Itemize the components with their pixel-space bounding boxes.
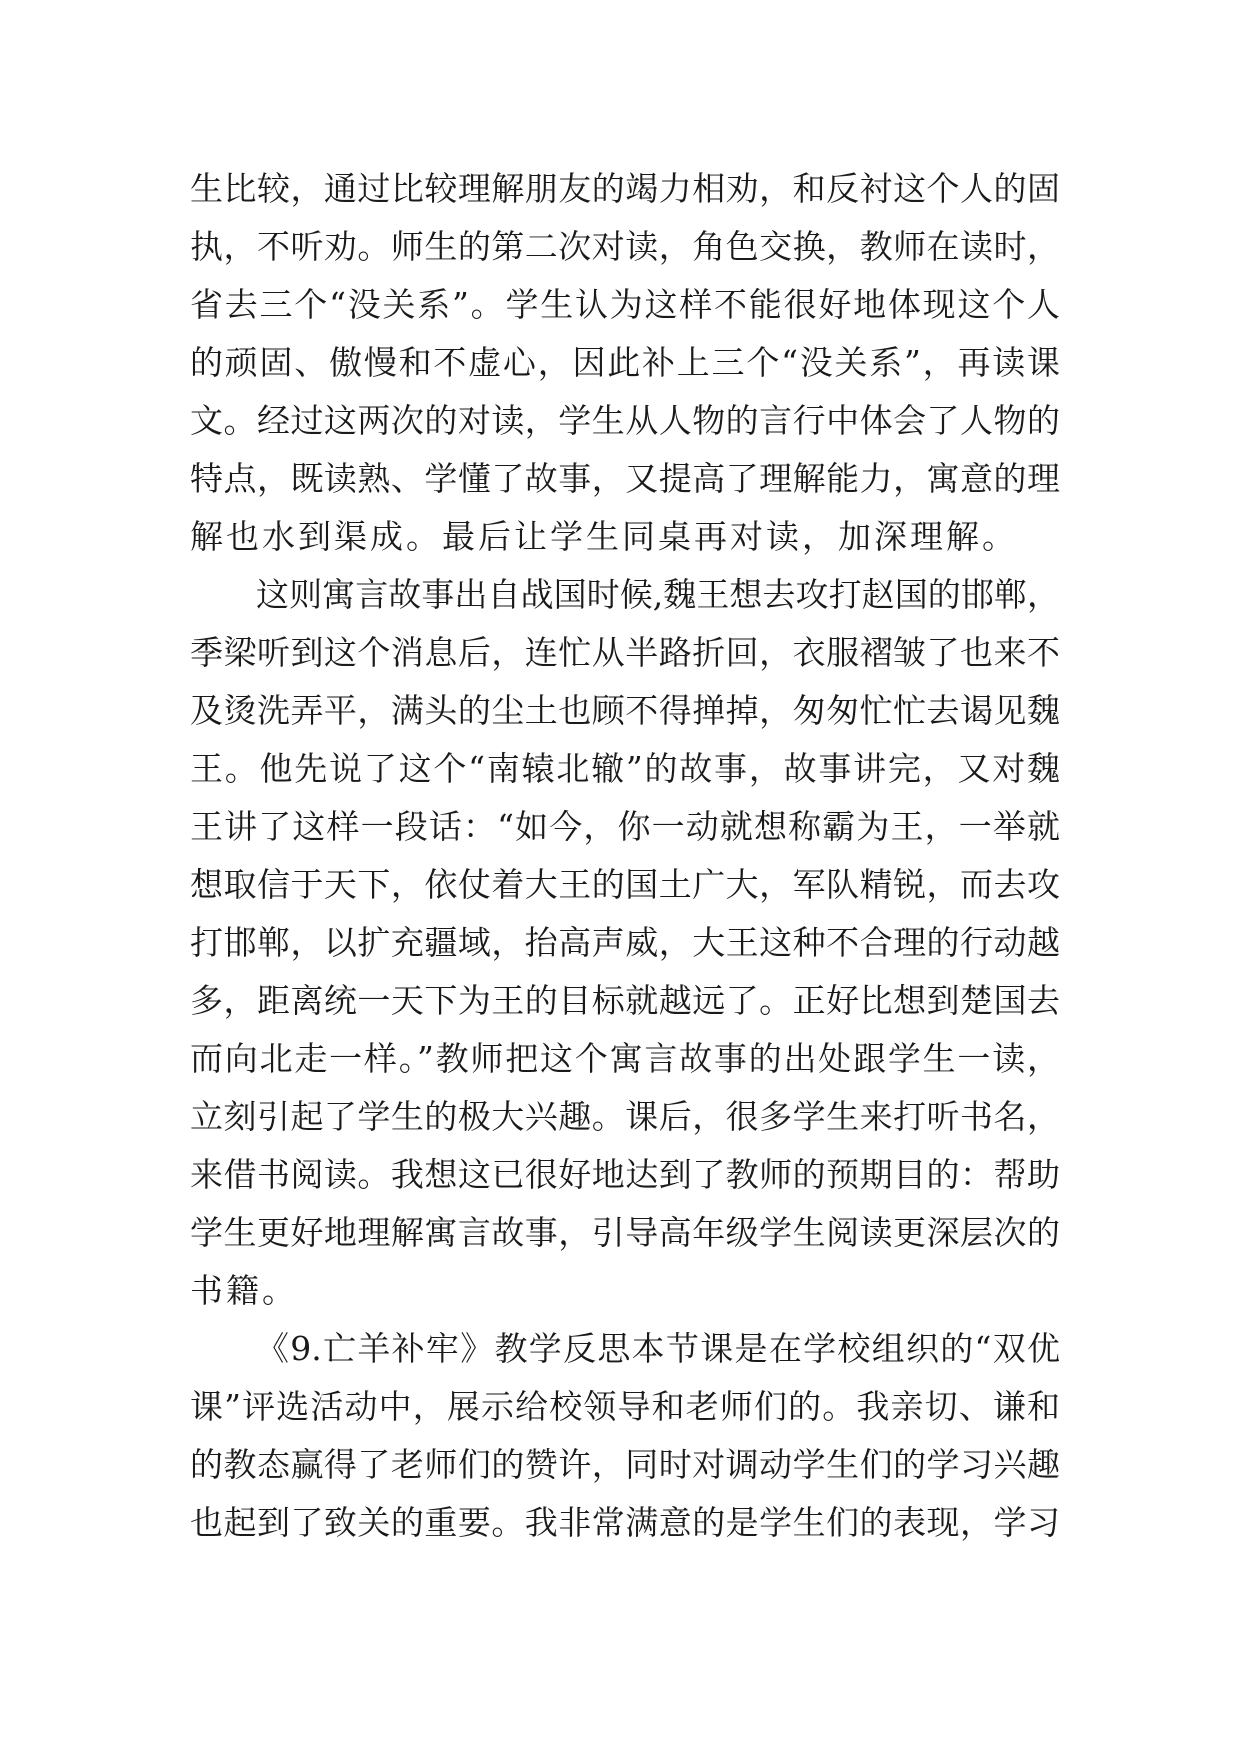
text-line: 书籍。 <box>190 1271 298 1310</box>
text-line: 来借书阅读。我想这已很好地达到了教师的预期目的：帮助 <box>190 1155 1060 1194</box>
text-line: 的顽固、傲慢和不虚心，因此补上三个“没关系”，再读课 <box>190 343 1060 382</box>
paragraph-3 <box>190 1320 1060 1552</box>
text-line: 解也水到渠成。最后让学生同桌再对读，加深理解。 <box>190 517 1018 556</box>
text-line: 学生更好地理解寓言故事，引导高年级学生阅读更深层次的 <box>190 1213 1060 1252</box>
paragraph-1 <box>190 160 1060 566</box>
text-line: 这则寓言故事出自战国时候,魏王想去攻打赵国的邯郸， <box>256 575 1060 614</box>
text-line: 季梁听到这个消息后，连忙从半路折回，衣服褶皱了也来不 <box>190 633 1060 672</box>
text-line: 生比较，通过比较理解朋友的竭力相劝，和反衬这个人的固 <box>190 169 1060 208</box>
text-line: 《9.亡羊补牢》教学反思本节课是在学校组织的“双优 <box>256 1329 1060 1368</box>
text-line: 省去三个“没关系”。学生认为这样不能很好地体现这个人 <box>190 285 1060 324</box>
text-line: 文。经过这两次的对读，学生从人物的言行中体会了人物的 <box>190 401 1060 440</box>
text-line: 的教态赢得了老师们的赞许，同时对调动学生们的学习兴趣 <box>190 1445 1060 1484</box>
text-line: 多，距离统一天下为王的目标就越远了。正好比想到楚国去 <box>190 981 1060 1020</box>
text-line: 及烫洗弄平，满头的尘土也顾不得掸掉，匆匆忙忙去谒见魏 <box>190 691 1060 730</box>
text-line: 也起到了致关的重要。我非常满意的是学生们的表现，学习 <box>190 1503 1060 1542</box>
text-line: 想取信于天下，依仗着大王的国土广大，军队精锐，而去攻 <box>190 865 1060 904</box>
text-line: 而向北走一样。”教师把这个寓言故事的出处跟学生一读， <box>190 1039 1060 1078</box>
text-line: 王讲了这样一段话：“如今，你一动就想称霸为王，一举就 <box>190 807 1060 846</box>
text-line: 课”评选活动中，展示给校领导和老师们的。我亲切、谦和 <box>190 1387 1060 1426</box>
text-line: 执，不听劝。师生的第二次对读，角色交换，教师在读时， <box>190 227 1060 266</box>
text-line: 特点，既读熟、学懂了故事，又提高了理解能力，寓意的理 <box>190 459 1060 498</box>
document-body <box>190 160 1060 1552</box>
text-line: 王。他先说了这个“南辕北辙”的故事，故事讲完，又对魏 <box>190 749 1060 788</box>
text-line: 立刻引起了学生的极大兴趣。课后，很多学生来打听书名， <box>190 1097 1060 1136</box>
text-line: 打邯郸，以扩充疆域，抬高声威，大王这种不合理的行动越 <box>190 923 1060 962</box>
paragraph-2 <box>190 566 1060 1320</box>
